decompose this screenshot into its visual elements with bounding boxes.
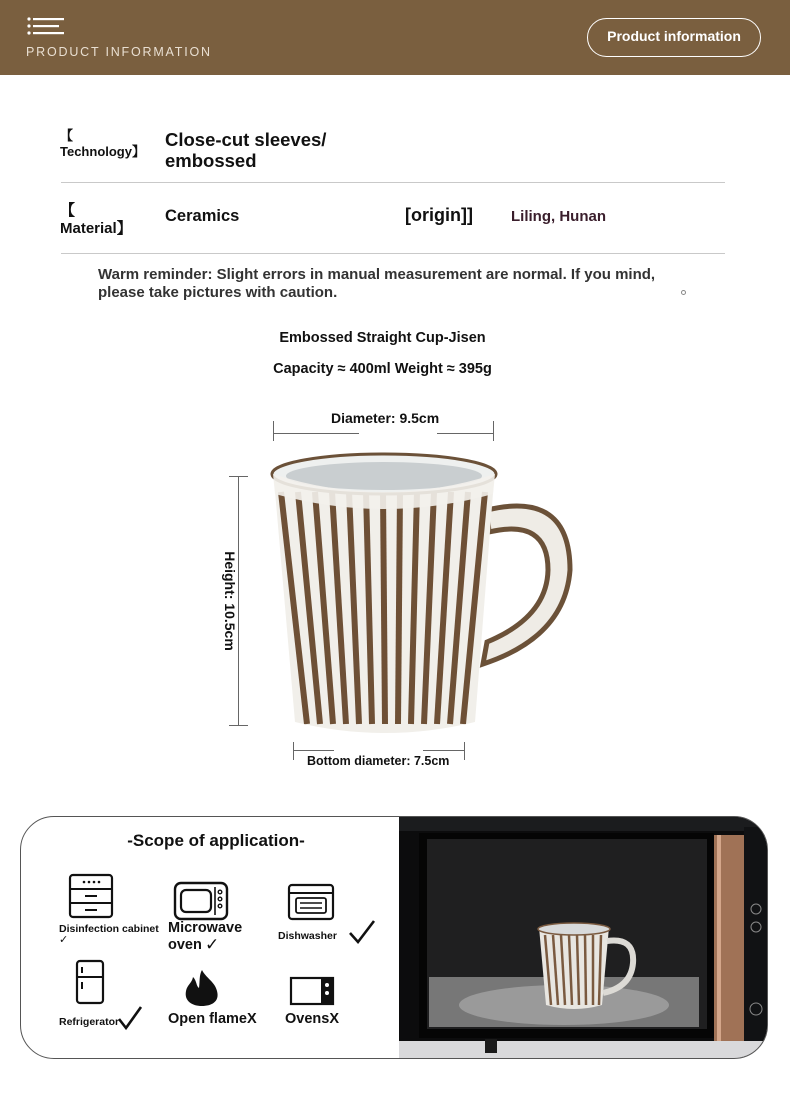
oven-icon (289, 976, 335, 1006)
microwave-photo-image (399, 817, 768, 1059)
mug-image (265, 452, 575, 742)
dimension-line (294, 750, 334, 751)
open-flame-label: Open flameX (168, 1011, 257, 1027)
origin-value: Liling, Hunan (511, 208, 606, 225)
dimension-line (437, 433, 494, 434)
decorative-dot (681, 290, 686, 295)
microwave-icon (173, 881, 229, 921)
technology-value: Close-cut sleeves/ embossed (165, 129, 327, 171)
menu-icon[interactable] (27, 16, 65, 36)
dimension-tick (493, 421, 494, 441)
check-icon: ✓ (205, 935, 220, 954)
dimension-line (273, 433, 359, 434)
dimension-tick (273, 421, 274, 441)
bottom-diameter-label: Bottom diameter: 7.5cm (307, 754, 450, 768)
material-label: 【 Material】 (60, 202, 132, 237)
dimension-tick (229, 725, 248, 726)
check-icon (117, 1005, 143, 1031)
refrigerator-icon (75, 959, 105, 1005)
header-subtitle: PRODUCT INFORMATION (26, 45, 212, 59)
dimension-line (238, 476, 239, 726)
refrigerator-label: Refrigerator (59, 1016, 120, 1028)
ovens-label: OvensX (285, 1011, 339, 1027)
scope-title: -Scope of application- (127, 831, 305, 850)
check-icon: ✓ (59, 934, 69, 946)
dimension-tick (229, 476, 248, 477)
dimension-tick (293, 742, 294, 760)
scope-panel (20, 816, 768, 1059)
flame-icon (182, 969, 222, 1007)
divider (61, 253, 725, 254)
technology-label: 【 Technology】 (60, 128, 145, 159)
material-value: Ceramics (165, 207, 240, 225)
disinfection-cabinet-icon (68, 873, 114, 919)
origin-label: [origin]] (405, 205, 473, 225)
dimension-line (423, 750, 465, 751)
capacity-weight: Capacity ≈ 400ml Weight ≈ 395g (273, 361, 492, 377)
height-label: Height: 10.5cm (222, 551, 238, 651)
diameter-label: Diameter: 9.5cm (331, 410, 440, 426)
check-icon (348, 919, 376, 945)
microwave-photo (399, 817, 768, 1059)
disinfection-cabinet-label: Disinfection cabinet (59, 923, 159, 935)
product-information-button[interactable]: Product information (587, 18, 761, 57)
header-bar (0, 0, 790, 75)
product-name: Embossed Straight Cup-Jisen (279, 330, 486, 346)
dishwasher-icon (287, 883, 335, 921)
warm-reminder: Warm reminder: Slight errors in manual measurement are normal. If you mind, please take pictures with caution. (98, 266, 656, 301)
dishwasher-label: Dishwasher (278, 930, 337, 942)
divider (61, 182, 725, 183)
microwave-label: Microwave oven (168, 920, 243, 953)
dimension-tick (464, 742, 465, 760)
